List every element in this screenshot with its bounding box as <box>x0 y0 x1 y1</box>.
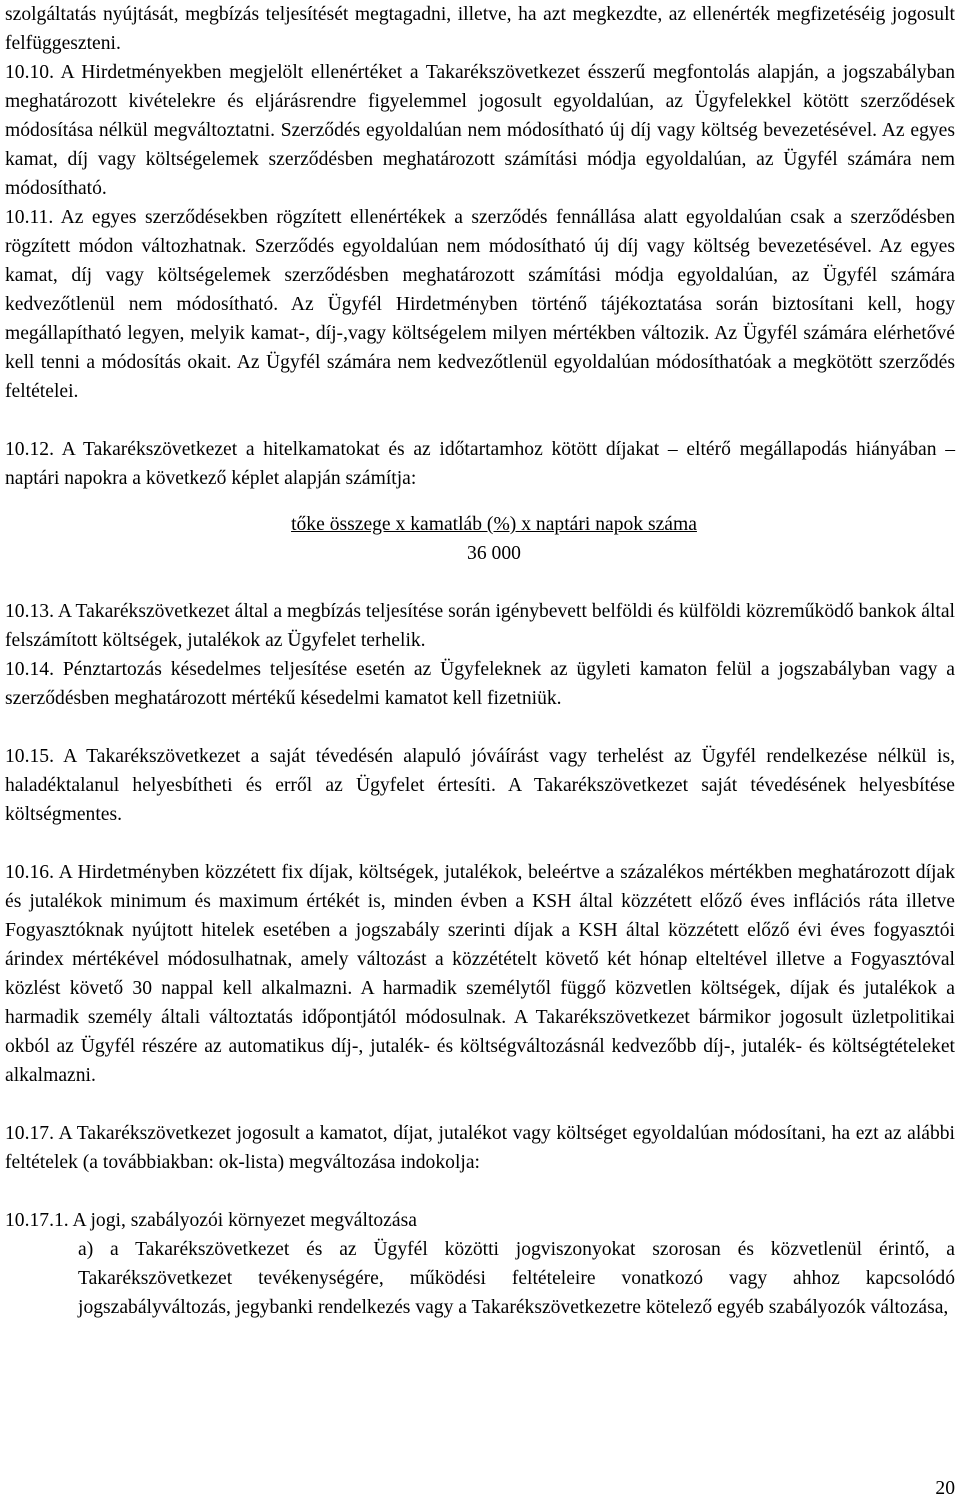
interest-formula <box>5 510 955 568</box>
formula-denominator: 36 000 <box>467 543 521 564</box>
paragraph-10-10: 10.10. A Hirdetményekben megjelölt ellenértéket a Takarékszövetkezet ésszerű megfontolás alapján, a jogszabályban meghatározott kivételekre és eljárásrendre figyelemmel jogosult egyoldalúan, az Ügyfelekkel kötött szerződések módosítása nélkül megváltoztatni. Szerződés egyoldalúan nem módosítható új díj vagy költség bevezetésével. Az egyes kamat, díj vagy költségelemek szerződésben meghatározott számítási módja egyoldalúan, az Ügyfél számára nem módosítható. <box>5 62 955 199</box>
document-page <box>5 0 955 1322</box>
formula-numerator: tőke összege x kamatláb (%) x naptári napok száma <box>291 514 697 535</box>
paragraph-spacer <box>5 1090 955 1119</box>
paragraph-10-13: 10.13. A Takarékszövetkezet által a megbízás teljesítése során igénybevett belföldi és külföldi közreműködő bankok által felszámított költségek, jutalékok az Ügyfelet terhelik. <box>5 601 955 651</box>
paragraph-10-12: 10.12. A Takarékszövetkezet a hitelkamatokat és az időtartamhoz kötött díjakat – eltérő megállapodás hiányában – naptári napokra a következő képlet alapján számítja: <box>5 439 955 489</box>
paragraph-10-17: 10.17. A Takarékszövetkezet jogosult a kamatot, díjat, jutalékot vagy költséget egyoldalúan módosítani, ha ezt az alábbi feltételek (a továbbiakban: ok-lista) megváltozása indokolja: <box>5 1123 955 1173</box>
paragraph-10-17-1: 10.17.1. A jogi, szabályozói környezet megváltozása <box>5 1210 417 1231</box>
paragraph-10-15: 10.15. A Takarékszövetkezet a saját tévedésén alapuló jóváírást vagy terhelést az Ügyfél rendelkezése nélkül is, haladéktalanul helyesbítheti és erről az Ügyfelet értesíti. A Takarékszövetkezet saját tévedésének helyesbítése költségmentes. <box>5 746 955 825</box>
paragraph-10-16: 10.16. A Hirdetményben közzétett fix díjak, költségek, jutalékok, beleértve a százalékos mértékben meghatározott díjak és jutalékok minimum és maximum értékét is, minden évben a KSH által közzétett előző éves inflációs ráta illetve Fogyasztóknak nyújtott hitelek esetében a jogszabály szerinti díjak a KSH által közzétett előző évi éves fogyasztói árindex mértékével módosulhatnak, amely változást a közzétételt követő két hónap elteltével illetve a Fogyasztóval közlést követő 30 nappal kell alkalmazni. A harmadik személytől függő közvetlen költségek, díjak és jutalékok a harmadik személy általi változtatás időpontjától módosulnak. A Takarékszövetkezet bármikor jogosult üzletpolitikai okból az Ügyfél részére az automatikus díj-, jutalék- és költségváltozásnál kedvezőbb díj-, jutalék- és költségtételeket alkalmazni. <box>5 862 955 1086</box>
paragraph-spacer <box>5 713 955 742</box>
paragraph-spacer <box>5 406 955 435</box>
paragraph-spacer <box>5 829 955 858</box>
paragraph-spacer <box>5 568 955 597</box>
paragraph-intro: szolgáltatás nyújtását, megbízás teljesítését megtagadni, illetve, ha azt megkezdte, az ellenérték megfizetéséig jogosult felfüggeszteni. <box>5 4 955 54</box>
paragraph-10-11: 10.11. Az egyes szerződésekben rögzített ellenértékek a szerződés fennállása alatt egyoldalúan csak a szerződésben rögzített módon változhatnak. Szerződés egyoldalúan nem módosítható új díj vagy költség bevezetésével. Az egyes kamat, díj vagy költségelemek szerződésben meghatározott számítási módja egyoldalúan, az Ügyfél számára kedvezőtlenül nem módosítható. Az Ügyfél Hirdetményben történő tájékoztatása során biztosítani kell, hogy megállapítható legyen, melyik kamat-, díj-,vagy költségelem milyen mértékben változik. Az Ügyfél számára elérhetővé kell tenni a módosítás okait. Az Ügyfél számára nem kedvezőtlenül egyoldalúan módosíthatóak a megkötött szerződés feltételei. <box>5 207 955 402</box>
paragraph-10-14: 10.14. Pénztartozás késedelmes teljesítése esetén az Ügyfeleknek az ügyleti kamaton felül a jogszabályban vagy a szerződésben meghatározott mértékű késedelmi kamatot kell fizetniük. <box>5 659 955 709</box>
page-number: 20 <box>935 1478 955 1499</box>
paragraph-spacer <box>5 1177 955 1206</box>
paragraph-10-17-1-a: a) a Takarékszövetkezet és az Ügyfél közötti jogviszonyokat szorosan és közvetlenül érintő, a Takarékszövetkezet tevékenységére, működési feltételeire vonatkozó vagy ahhoz kapcsolódó jogszabályváltozás, jegybanki rendelkezés vagy a Takarékszövetkezetre kötelező egyéb szabályozók változása, <box>78 1239 955 1318</box>
